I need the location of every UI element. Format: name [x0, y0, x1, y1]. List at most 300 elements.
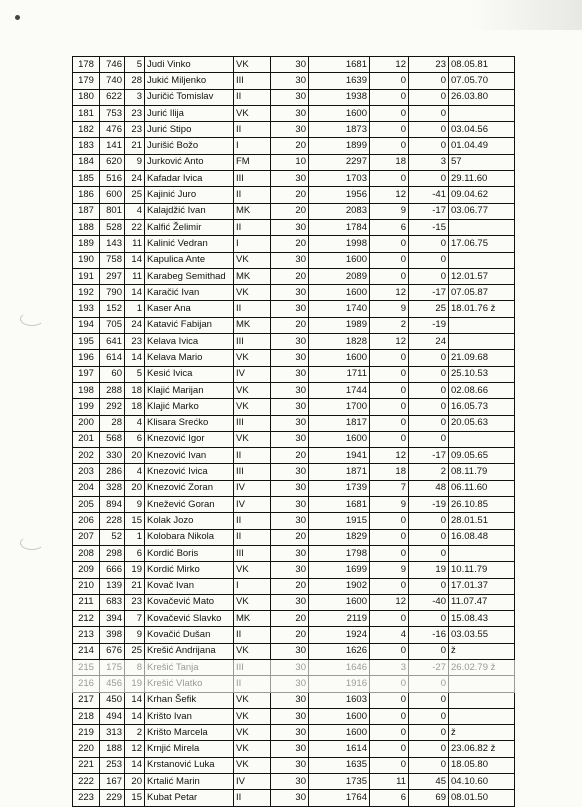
table-row [73, 431, 515, 447]
rating-change-cell: -27 [409, 659, 449, 675]
birthdate-cell [449, 676, 515, 692]
rating-change-cell: 0 [409, 725, 449, 741]
birthdate-cell: 09.04.62 [449, 187, 515, 203]
table-row [73, 73, 515, 89]
player-id-cell: 394 [100, 611, 125, 627]
birthdate-cell: 15.08.43 [449, 611, 515, 627]
coefficient-cell: 30 [271, 464, 309, 480]
games-cell: 0 [370, 529, 409, 545]
row-number-cell: 209 [73, 562, 100, 578]
club-code-cell: 14 [125, 350, 145, 366]
rating-cell: 1639 [309, 73, 370, 89]
player-id-cell: 253 [100, 757, 125, 773]
title-cell: III [234, 659, 271, 675]
rating-cell: 1873 [309, 122, 370, 138]
rating-cell: 1700 [309, 399, 370, 415]
games-cell: 6 [370, 790, 409, 806]
title-cell: MK [234, 611, 271, 627]
player-name-cell: Kovačević Mato [145, 594, 234, 610]
coefficient-cell: 20 [271, 627, 309, 643]
rating-cell: 1829 [309, 529, 370, 545]
club-code-cell: 14 [125, 708, 145, 724]
row-number-cell: 217 [73, 692, 100, 708]
games-cell: 0 [370, 171, 409, 187]
games-cell: 18 [370, 464, 409, 480]
coefficient-cell: 30 [271, 252, 309, 268]
table-row [73, 399, 515, 415]
table-row [73, 57, 515, 73]
table-row [73, 513, 515, 529]
rating-change-cell: -19 [409, 317, 449, 333]
rating-cell: 1828 [309, 334, 370, 350]
coefficient-cell: 20 [271, 138, 309, 154]
birthdate-cell: 07.05.87 [449, 285, 515, 301]
title-cell: III [234, 415, 271, 431]
table-row [73, 594, 515, 610]
birthdate-cell: 25.10.53 [449, 366, 515, 382]
rating-cell: 1603 [309, 692, 370, 708]
title-cell: VK [234, 399, 271, 415]
rating-cell: 1739 [309, 480, 370, 496]
player-id-cell: 666 [100, 562, 125, 578]
games-cell: 9 [370, 301, 409, 317]
birthdate-cell: 21.09.68 [449, 350, 515, 366]
table-row [73, 122, 515, 138]
rating-change-cell: 0 [409, 545, 449, 561]
birthdate-cell: 03.03.55 [449, 627, 515, 643]
birthdate-cell: 16.05.73 [449, 399, 515, 415]
table-row [73, 317, 515, 333]
rating-change-cell: -17 [409, 448, 449, 464]
player-name-cell: Jurić Ilija [145, 105, 234, 121]
player-name-cell: Krešić Andrijana [145, 643, 234, 659]
coefficient-cell: 30 [271, 366, 309, 382]
club-code-cell: 15 [125, 513, 145, 529]
birthdate-cell [449, 219, 515, 235]
coefficient-cell: 20 [271, 529, 309, 545]
rating-cell: 1626 [309, 643, 370, 659]
rating-cell: 1924 [309, 627, 370, 643]
coefficient-cell: 20 [271, 203, 309, 219]
games-cell: 0 [370, 138, 409, 154]
rating-change-cell: 0 [409, 366, 449, 382]
rating-change-cell: 0 [409, 350, 449, 366]
birthdate-cell: 07.05.70 [449, 73, 515, 89]
games-cell: 0 [370, 757, 409, 773]
title-cell: II [234, 219, 271, 235]
rating-cell: 1600 [309, 252, 370, 268]
title-cell: II [234, 448, 271, 464]
rating-cell: 1600 [309, 105, 370, 121]
rating-cell: 1871 [309, 464, 370, 480]
table-row [73, 350, 515, 366]
title-cell: VK [234, 57, 271, 73]
birthdate-cell [449, 692, 515, 708]
row-number-cell: 191 [73, 268, 100, 284]
player-name-cell: Kovačić Dušan [145, 627, 234, 643]
player-name-cell: Kubat Petar [145, 790, 234, 806]
title-cell: VK [234, 431, 271, 447]
player-id-cell: 298 [100, 545, 125, 561]
row-number-cell: 179 [73, 73, 100, 89]
rating-change-cell: 0 [409, 89, 449, 105]
club-code-cell: 18 [125, 399, 145, 415]
club-code-cell: 19 [125, 676, 145, 692]
rating-change-cell: 0 [409, 513, 449, 529]
rating-change-cell: 69 [409, 790, 449, 806]
rating-cell: 1744 [309, 382, 370, 398]
row-number-cell: 206 [73, 513, 100, 529]
table-row [73, 627, 515, 643]
player-id-cell: 676 [100, 643, 125, 659]
games-cell: 0 [370, 611, 409, 627]
table-body [73, 57, 515, 807]
player-name-cell: Krnjić Mirela [145, 741, 234, 757]
row-number-cell: 207 [73, 529, 100, 545]
title-cell: VK [234, 252, 271, 268]
coefficient-cell: 30 [271, 790, 309, 806]
player-name-cell: Jurišić Božo [145, 138, 234, 154]
birthdate-cell: 04.10.60 [449, 774, 515, 790]
coefficient-cell: 20 [271, 268, 309, 284]
rating-cell: 1817 [309, 415, 370, 431]
title-cell: III [234, 171, 271, 187]
rating-cell: 1600 [309, 708, 370, 724]
table-row [73, 171, 515, 187]
coefficient-cell: 30 [271, 399, 309, 415]
row-number-cell: 182 [73, 122, 100, 138]
birthdate-cell: 08.05.81 [449, 57, 515, 73]
games-cell: 18 [370, 154, 409, 170]
club-code-cell: 5 [125, 366, 145, 382]
player-id-cell: 450 [100, 692, 125, 708]
player-id-cell: 516 [100, 171, 125, 187]
rating-change-cell: 0 [409, 268, 449, 284]
rating-change-cell: 0 [409, 73, 449, 89]
player-name-cell: Knezović Igor [145, 431, 234, 447]
birthdate-cell: 28.01.51 [449, 513, 515, 529]
coefficient-cell: 20 [271, 578, 309, 594]
club-code-cell: 9 [125, 497, 145, 513]
player-id-cell: 600 [100, 187, 125, 203]
games-cell: 0 [370, 708, 409, 724]
row-number-cell: 192 [73, 285, 100, 301]
table-row [73, 774, 515, 790]
club-code-cell: 24 [125, 317, 145, 333]
title-cell: VK [234, 708, 271, 724]
rating-cell: 1956 [309, 187, 370, 203]
coefficient-cell: 30 [271, 594, 309, 610]
rating-cell: 1600 [309, 431, 370, 447]
club-code-cell: 24 [125, 171, 145, 187]
games-cell: 0 [370, 578, 409, 594]
row-number-cell: 198 [73, 382, 100, 398]
games-cell: 9 [370, 497, 409, 513]
rating-change-cell: -17 [409, 203, 449, 219]
birthdate-cell: 12.01.57 [449, 268, 515, 284]
rating-cell: 1681 [309, 497, 370, 513]
player-id-cell: 746 [100, 57, 125, 73]
table-row [73, 480, 515, 496]
player-name-cell: Kelava Ivica [145, 334, 234, 350]
club-code-cell: 21 [125, 138, 145, 154]
title-cell: VK [234, 643, 271, 659]
player-id-cell: 229 [100, 790, 125, 806]
coefficient-cell: 30 [271, 415, 309, 431]
table-row [73, 692, 515, 708]
player-name-cell: Kafadar Ivica [145, 171, 234, 187]
row-number-cell: 190 [73, 252, 100, 268]
row-number-cell: 201 [73, 431, 100, 447]
rating-change-cell: 25 [409, 301, 449, 317]
rating-cell: 1798 [309, 545, 370, 561]
table-row [73, 154, 515, 170]
club-code-cell: 22 [125, 219, 145, 235]
coefficient-cell: 30 [271, 171, 309, 187]
birthdate-cell: 18.05.80 [449, 757, 515, 773]
games-cell: 0 [370, 382, 409, 398]
rating-change-cell: -15 [409, 219, 449, 235]
birthdate-cell: 17.01.37 [449, 578, 515, 594]
games-cell: 0 [370, 513, 409, 529]
player-id-cell: 143 [100, 236, 125, 252]
birthdate-cell: 18.01.76 ž [449, 301, 515, 317]
title-cell: III [234, 545, 271, 561]
row-number-cell: 222 [73, 774, 100, 790]
club-code-cell: 1 [125, 301, 145, 317]
table-row [73, 448, 515, 464]
games-cell: 0 [370, 122, 409, 138]
rating-cell: 1711 [309, 366, 370, 382]
coefficient-cell: 20 [271, 187, 309, 203]
birthdate-cell: 26.03.80 [449, 89, 515, 105]
birthdate-cell: 01.04.49 [449, 138, 515, 154]
player-name-cell: Kolak Jozo [145, 513, 234, 529]
rating-cell: 1899 [309, 138, 370, 154]
player-id-cell: 683 [100, 594, 125, 610]
row-number-cell: 204 [73, 480, 100, 496]
player-name-cell: Krhan Šefik [145, 692, 234, 708]
games-cell: 6 [370, 219, 409, 235]
coefficient-cell: 30 [271, 757, 309, 773]
club-code-cell: 12 [125, 741, 145, 757]
title-cell: IV [234, 366, 271, 382]
rating-change-cell: -40 [409, 594, 449, 610]
rating-cell: 1635 [309, 757, 370, 773]
coefficient-cell: 30 [271, 562, 309, 578]
title-cell: VK [234, 757, 271, 773]
row-number-cell: 187 [73, 203, 100, 219]
games-cell: 12 [370, 187, 409, 203]
club-code-cell: 21 [125, 578, 145, 594]
title-cell: II [234, 676, 271, 692]
rating-change-cell: 0 [409, 399, 449, 415]
title-cell: II [234, 122, 271, 138]
row-number-cell: 188 [73, 219, 100, 235]
table-row [73, 415, 515, 431]
birthdate-cell: ž [449, 725, 515, 741]
row-number-cell: 203 [73, 464, 100, 480]
title-cell: I [234, 236, 271, 252]
birthdate-cell: 26.02.79 ž [449, 659, 515, 675]
player-id-cell: 328 [100, 480, 125, 496]
rating-cell: 1989 [309, 317, 370, 333]
player-name-cell: Kesić Ivica [145, 366, 234, 382]
rating-change-cell: 2 [409, 464, 449, 480]
birthdate-cell [449, 252, 515, 268]
club-code-cell: 23 [125, 105, 145, 121]
title-cell: II [234, 89, 271, 105]
table-row [73, 252, 515, 268]
birthdate-cell [449, 545, 515, 561]
row-number-cell: 180 [73, 89, 100, 105]
table-row [73, 725, 515, 741]
player-id-cell: 528 [100, 219, 125, 235]
punch-hole-mark [20, 312, 44, 326]
coefficient-cell: 30 [271, 676, 309, 692]
row-number-cell: 189 [73, 236, 100, 252]
coefficient-cell: 30 [271, 513, 309, 529]
coefficient-cell: 20 [271, 236, 309, 252]
games-cell: 4 [370, 627, 409, 643]
birthdate-cell: 11.07.47 [449, 594, 515, 610]
rating-cell: 1735 [309, 774, 370, 790]
player-id-cell: 297 [100, 268, 125, 284]
rating-change-cell: 3 [409, 154, 449, 170]
birthdate-cell: 23.06.82 ž [449, 741, 515, 757]
player-id-cell: 801 [100, 203, 125, 219]
player-name-cell: Kalinić Vedran [145, 236, 234, 252]
player-id-cell: 740 [100, 73, 125, 89]
games-cell: 0 [370, 366, 409, 382]
table-row [73, 236, 515, 252]
club-code-cell: 25 [125, 643, 145, 659]
table-row [73, 741, 515, 757]
rating-change-cell: 0 [409, 382, 449, 398]
rating-change-cell: 45 [409, 774, 449, 790]
row-number-cell: 184 [73, 154, 100, 170]
player-name-cell: Kolobara Nikola [145, 529, 234, 545]
games-cell: 12 [370, 57, 409, 73]
games-cell: 3 [370, 659, 409, 675]
player-id-cell: 141 [100, 138, 125, 154]
table-row [73, 790, 515, 806]
player-id-cell: 620 [100, 154, 125, 170]
coefficient-cell: 30 [271, 545, 309, 561]
row-number-cell: 223 [73, 790, 100, 806]
player-id-cell: 188 [100, 741, 125, 757]
title-cell: FM [234, 154, 271, 170]
player-name-cell: Karačić Ivan [145, 285, 234, 301]
rating-change-cell: 0 [409, 529, 449, 545]
table-row [73, 545, 515, 561]
rating-cell: 2083 [309, 203, 370, 219]
club-code-cell: 6 [125, 545, 145, 561]
birthdate-cell: 16.08.48 [449, 529, 515, 545]
games-cell: 9 [370, 203, 409, 219]
games-cell: 0 [370, 431, 409, 447]
club-code-cell: 20 [125, 480, 145, 496]
player-name-cell: Jukić Miljenko [145, 73, 234, 89]
rating-change-cell: 24 [409, 334, 449, 350]
player-id-cell: 568 [100, 431, 125, 447]
player-name-cell: Kovačević Slavko [145, 611, 234, 627]
player-name-cell: Kapulica Ante [145, 252, 234, 268]
player-id-cell: 790 [100, 285, 125, 301]
player-name-cell: Krtalić Marin [145, 774, 234, 790]
birthdate-cell: 20.05.63 [449, 415, 515, 431]
row-number-cell: 214 [73, 643, 100, 659]
games-cell: 0 [370, 545, 409, 561]
birthdate-cell [449, 105, 515, 121]
player-id-cell: 152 [100, 301, 125, 317]
rating-change-cell: -41 [409, 187, 449, 203]
player-name-cell: Kelava Mario [145, 350, 234, 366]
table-row [73, 366, 515, 382]
player-name-cell: Klajić Marko [145, 399, 234, 415]
row-number-cell: 220 [73, 741, 100, 757]
rating-cell: 2089 [309, 268, 370, 284]
coefficient-cell: 30 [271, 285, 309, 301]
row-number-cell: 202 [73, 448, 100, 464]
player-id-cell: 705 [100, 317, 125, 333]
rating-change-cell: 0 [409, 643, 449, 659]
birthdate-cell: 09.05.65 [449, 448, 515, 464]
rating-change-cell: 0 [409, 122, 449, 138]
coefficient-cell: 30 [271, 122, 309, 138]
title-cell: VK [234, 725, 271, 741]
games-cell: 0 [370, 415, 409, 431]
birthdate-cell [449, 317, 515, 333]
games-cell: 0 [370, 692, 409, 708]
rating-cell: 1646 [309, 659, 370, 675]
player-name-cell: Kaser Ana [145, 301, 234, 317]
rating-change-cell: 0 [409, 741, 449, 757]
table-row [73, 334, 515, 350]
table-row [73, 285, 515, 301]
coefficient-cell: 30 [271, 725, 309, 741]
club-code-cell: 20 [125, 448, 145, 464]
player-id-cell: 167 [100, 774, 125, 790]
title-cell: II [234, 187, 271, 203]
club-code-cell: 23 [125, 594, 145, 610]
table-row [73, 562, 515, 578]
table-row [73, 676, 515, 692]
coefficient-cell: 10 [271, 154, 309, 170]
birthdate-cell [449, 431, 515, 447]
player-name-cell: Knezović Ivica [145, 464, 234, 480]
club-code-cell: 4 [125, 464, 145, 480]
table-row [73, 757, 515, 773]
table-row [73, 219, 515, 235]
player-name-cell: Kajinić Juro [145, 187, 234, 203]
rating-change-cell: 0 [409, 431, 449, 447]
games-cell: 0 [370, 741, 409, 757]
coefficient-cell: 30 [271, 774, 309, 790]
player-id-cell: 52 [100, 529, 125, 545]
coefficient-cell: 30 [271, 382, 309, 398]
player-name-cell: Katavić Fabijan [145, 317, 234, 333]
coefficient-cell: 30 [271, 219, 309, 235]
club-code-cell: 14 [125, 252, 145, 268]
games-cell: 12 [370, 285, 409, 301]
club-code-cell: 18 [125, 382, 145, 398]
player-id-cell: 456 [100, 676, 125, 692]
club-code-cell: 9 [125, 627, 145, 643]
row-number-cell: 178 [73, 57, 100, 73]
birthdate-cell: 17.06.75 [449, 236, 515, 252]
rating-change-cell: 0 [409, 708, 449, 724]
